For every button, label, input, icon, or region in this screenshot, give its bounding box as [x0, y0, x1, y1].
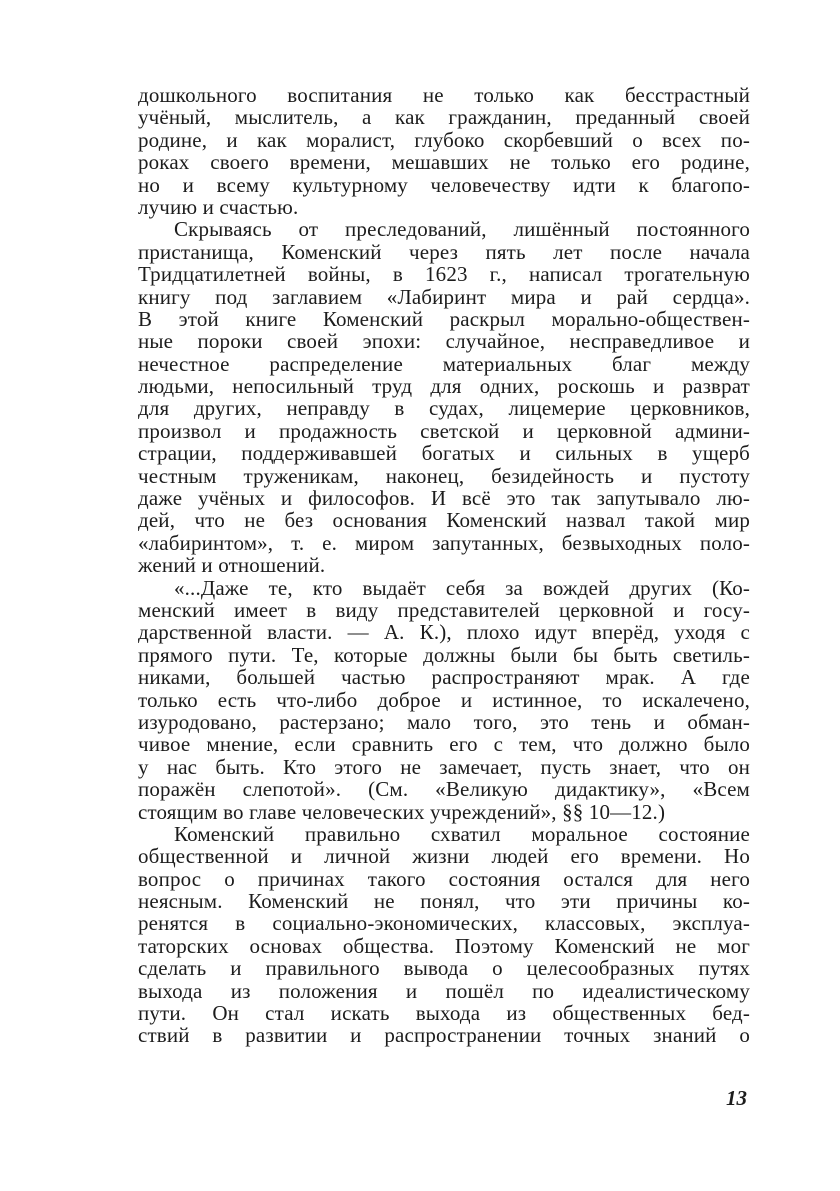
text-line: только есть что-либо доброе и истинное, то искалечено,: [138, 687, 750, 712]
text-line: ные пороки своей эпохи: случайное, несправедливое и: [138, 329, 750, 354]
text-line: поражён слепотой». (См. «Великую дидактику», «Всем: [138, 777, 750, 802]
page-number: 13: [726, 1086, 747, 1110]
text-line: пристанища, Коменский через пять лет после начала: [138, 239, 750, 264]
text-line: никами, большей частью распространяют мрак. А где: [138, 665, 750, 690]
text-line: честным труженикам, наконец, безидейность и пустоту: [138, 463, 750, 488]
text-line: В этой книге Коменский раскрыл морально-обществен-: [138, 306, 750, 331]
text-line: общественной и личной жизни людей его времени. Но: [138, 844, 750, 869]
text-line: ренятся в социально-экономических, классовых, эксплуа-: [138, 911, 750, 936]
text-line: вопрос о причинах такого состояния остался для него: [138, 866, 750, 891]
paragraph-start: «...Даже те, кто выдаёт себя за вождей других (Ко-: [174, 575, 750, 600]
text-line: для других, неправду в судах, лицемерие церковников,: [138, 396, 750, 421]
text-line: людьми, непосильный труд для одних, роскошь и разврат: [138, 374, 750, 399]
text-line: менский имеет в виду представителей церковной и госу-: [138, 597, 750, 622]
text-line: у нас быть. Кто этого не замечает, пусть знает, что он: [138, 754, 750, 779]
text-line: чивое мнение, если сравнить его с тем, что должно было: [138, 732, 750, 757]
text-line: даже учёных и философов. И всё это так запутывало лю-: [138, 486, 750, 511]
text-line: изуродовано, растерзано; мало того, это тень и обман-: [138, 709, 750, 734]
text-line: таторских основах общества. Поэтому Коменский не мог: [138, 933, 750, 958]
text-line: книгу под заглавием «Лабиринт мира и рай сердца».: [138, 284, 750, 309]
text-line: сделать и правильного вывода о целесообразных путях: [138, 956, 750, 981]
text-line: прямого пути. Те, которые должны были бы быть светиль-: [138, 642, 750, 667]
text-line: роках своего времени, мешавших не только его родине,: [138, 150, 750, 175]
text-line: лучию и счастью.: [138, 194, 299, 219]
body-text: [138, 84, 750, 1047]
text-line: пути. Он стал искать выхода из общественных бед-: [138, 1001, 750, 1026]
text-line: дарственной власти. — А. К.), плохо идут вперёд, уходя с: [138, 620, 750, 645]
paragraph-start: Скрываясь от преследований, лишённый постоянного: [174, 217, 750, 242]
text-line: дей, что не без основания Коменский назвал такой мир: [138, 508, 750, 533]
paragraph-start: Коменский правильно схватил моральное состояние: [174, 821, 750, 846]
text-line: родине, и как моралист, глубоко скорбевший о всех по-: [138, 127, 750, 152]
text-line: нечестное распределение материальных благ между: [138, 351, 750, 376]
text-line: но и всему культурному человечеству идти к благопо-: [138, 172, 750, 197]
text-line: жений и отношений.: [138, 553, 326, 578]
text-line: произвол и продажность светской и церковной админи-: [138, 418, 750, 443]
text-line: неясным. Коменский не понял, что эти причины ко-: [138, 889, 750, 914]
text-line: стоящим во главе человеческих учреждений», §§ 10—12.): [138, 799, 666, 824]
text-line: выхода из положения и пошёл по идеалистическому: [138, 978, 750, 1003]
text-line: дошкольного воспитания не только как бесстрастный: [138, 83, 750, 107]
text-line: ствий в развитии и распространении точных знаний о: [138, 1023, 750, 1048]
text-line: «лабиринтом», т. е. миром запутанных, безвыходных поло-: [138, 530, 750, 555]
text-line: учёный, мыслитель, а как гражданин, преданный своей: [138, 105, 750, 130]
text-line: страции, поддерживавшей богатых и сильных в ущерб: [138, 441, 750, 466]
text-line: Тридцатилетней войны, в 1623 г., написал трогательную: [138, 262, 750, 287]
